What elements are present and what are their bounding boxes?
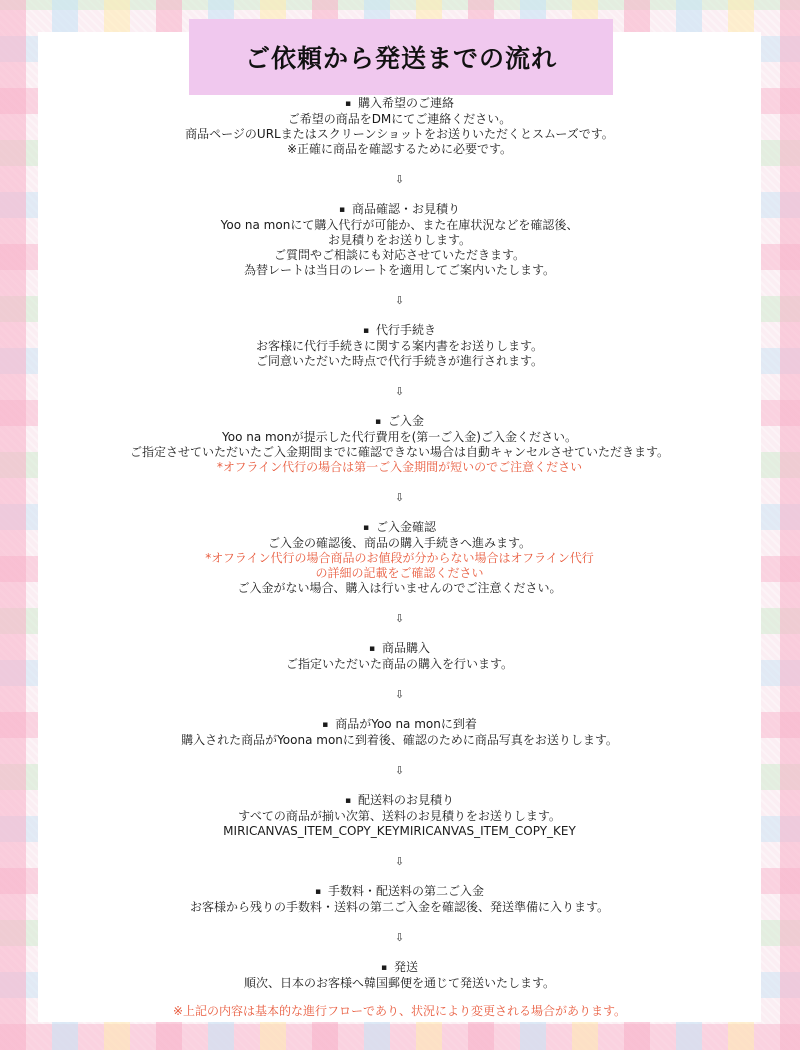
- bullet-icon: ▪: [314, 887, 322, 897]
- step-heading: [38, 641, 761, 657]
- flow-step: [38, 520, 761, 596]
- step-heading-text: 発送: [394, 960, 419, 974]
- bullet-icon: ▪: [368, 644, 376, 654]
- bullet-icon: ▪: [380, 963, 388, 973]
- title-banner: [189, 19, 613, 95]
- bullet-icon: ▪: [338, 205, 346, 215]
- step-description-line: ※正確に商品を確認するために必要です。: [286, 142, 513, 156]
- step-heading-text: 代行手続き: [376, 323, 437, 337]
- step-description-line: お客様から残りの手数料・送料の第二ご入金を確認後、発送準備に入ります。: [189, 900, 610, 914]
- down-arrow-icon: ⇩: [394, 855, 405, 868]
- step-heading: [38, 793, 761, 809]
- step-warning-line: *オフライン代行の場合は第一ご入金期間が短いのでご注意ください: [216, 460, 583, 474]
- step-description-line: MIRICANVAS_ITEM_COPY_KEYMIRICANVAS_ITEM_COPY_KEY: [223, 824, 576, 838]
- step-description-line: ご質問やご相談にも対応させていただきます。: [273, 248, 526, 262]
- step-description-line: 順次、日本のお客様へ韓国郵便を通じて発送いたします。: [243, 976, 556, 990]
- flow-step: [38, 884, 761, 915]
- step-description-line: ご指定させていただいたご入金期間までに確認できない場合は自動キャンセルさせていただきます。: [129, 445, 670, 459]
- step-heading-text: ご入金確認: [376, 520, 437, 534]
- down-arrow-icon: ⇩: [394, 491, 405, 504]
- step-description-line: 商品ページのURLまたはスクリーンショットをお送りいただくとスムーズです。: [185, 127, 614, 141]
- step-heading-text: 商品購入: [382, 641, 431, 655]
- flow-list: [38, 96, 761, 1019]
- down-arrow-icon: ⇩: [394, 688, 405, 701]
- flow-step: [38, 202, 761, 278]
- flow-step: [38, 96, 761, 157]
- bullet-icon: ▪: [344, 99, 352, 109]
- step-description-line: ご入金がない場合、購入は行いませんのでご注意ください。: [237, 581, 562, 595]
- flow-step: [38, 717, 761, 748]
- down-arrow-icon: ⇩: [394, 764, 405, 777]
- step-warning-line: の詳細の記載をご確認ください: [315, 566, 484, 580]
- step-description-line: お客様に代行手続きに関する案内書をお送りします。: [255, 339, 544, 353]
- step-heading-text: 配送料のお見積り: [358, 793, 455, 807]
- step-description-line: Yoo na monが提示した代行費用を(第一ご入金)ご入金ください。: [221, 430, 577, 444]
- down-arrow-icon: ⇩: [394, 294, 405, 307]
- step-heading: [38, 520, 761, 536]
- down-arrow-icon: ⇩: [394, 385, 405, 398]
- bullet-icon: ▪: [344, 796, 352, 806]
- page-title: ご依頼から発送までの流れ: [244, 44, 557, 73]
- flow-step: [38, 323, 761, 369]
- down-arrow-icon: ⇩: [394, 173, 405, 186]
- step-heading: [38, 960, 761, 976]
- step-heading: [38, 414, 761, 430]
- flow-step: [38, 414, 761, 475]
- step-description-line: Yoo na monにて購入代行が可能か、また在庫状況などを確認後、: [220, 218, 579, 232]
- flow-step: [38, 960, 761, 991]
- footer-note: ※上記の内容は基本的な進行フローであり、状況により変更される場合があります。: [172, 1004, 627, 1018]
- bullet-icon: ▪: [322, 720, 329, 730]
- flow-step: [38, 793, 761, 839]
- step-description-line: すべての商品が揃い次第、送料のお見積りをお送りします。: [238, 809, 561, 823]
- step-warning-line: *オフライン代行の場合商品のお値段が分からない場合はオフライン代行: [205, 551, 594, 565]
- step-description-line: ご入金の確認後、商品の購入手続きへ進みます。: [267, 536, 532, 550]
- flow-step: [38, 641, 761, 672]
- step-heading-text: 商品がYoo na monに到着: [335, 717, 477, 731]
- step-description-line: ご希望の商品をDMにてご連絡ください。: [287, 112, 512, 126]
- step-heading: [38, 323, 761, 339]
- step-heading-text: ご入金: [388, 414, 425, 428]
- down-arrow-icon: ⇩: [394, 931, 405, 944]
- down-arrow-icon: ⇩: [394, 612, 405, 625]
- step-description-line: ご指定いただいた商品の購入を行います。: [285, 657, 514, 671]
- bullet-icon: ▪: [362, 326, 370, 336]
- step-heading-text: 購入希望のご連絡: [358, 96, 455, 110]
- step-heading: [38, 884, 761, 900]
- step-description-line: 購入された商品がYoona monに到着後、確認のために商品写真をお送りします。: [181, 733, 618, 747]
- step-heading-text: 商品確認・お見積り: [352, 202, 461, 216]
- step-description-line: 為替レートは当日のレートを適用してご案内いたします。: [243, 263, 556, 277]
- step-heading: [38, 96, 761, 112]
- step-heading: [38, 717, 761, 733]
- step-heading-text: 手数料・配送料の第二ご入金: [328, 884, 485, 898]
- bullet-icon: ▪: [374, 417, 382, 427]
- step-description-line: ご同意いただいた時点で代行手続きが進行されます。: [255, 354, 544, 368]
- step-heading: [38, 202, 761, 218]
- step-description-line: お見積りをお送りします。: [327, 233, 472, 247]
- bullet-icon: ▪: [362, 523, 370, 533]
